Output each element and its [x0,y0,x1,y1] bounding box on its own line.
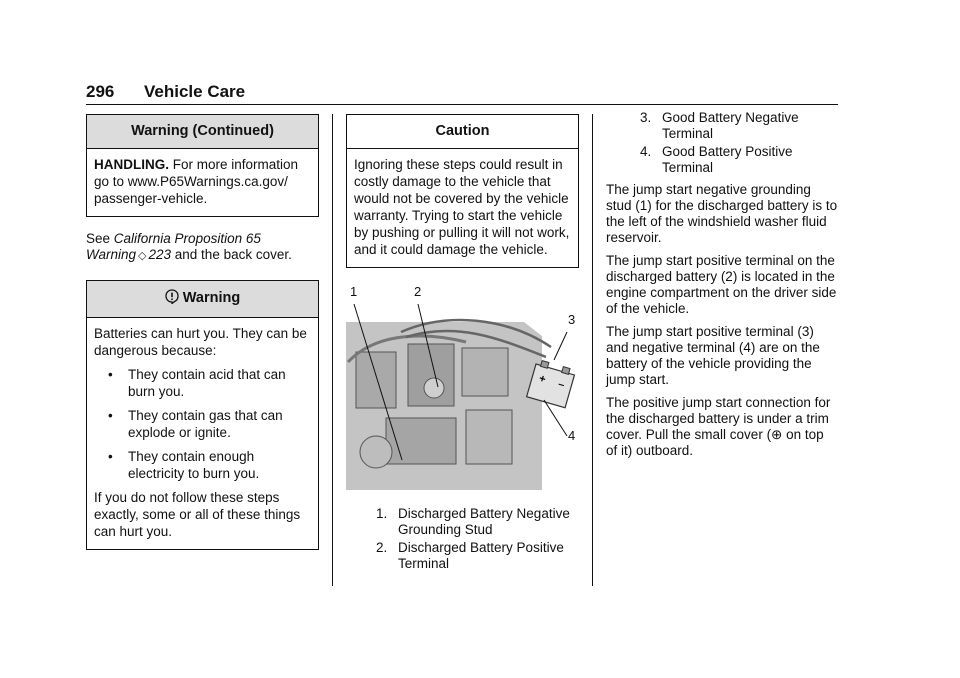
column-1 [86,114,319,550]
column-2 [346,114,579,574]
warning-bullet: • They contain acid that can burn you. [108,367,286,399]
list-item: 3. Good Battery Negative Terminal [640,110,799,141]
figure-legend-list-cont [606,110,838,176]
paragraph-positive-terminal: The jump start positive terminal on the discharged battery (2) is located in the engine compartment on the driver side of the vehicle. [606,253,837,316]
list-item: 2. Discharged Battery Positive Terminal [376,540,564,571]
prop65-link[interactable]: California Proposition 65 Warning [86,231,261,262]
figure-legend-list [346,506,579,572]
caution-box [346,114,579,268]
warning-icon [165,289,179,308]
warning-continued-text: HANDLING. For more information go to www.P65Warnings.ca.gov/ passenger-vehicle. [94,157,299,206]
page-ref-icon: ◇ [138,250,147,262]
warning-bullet: • They contain gas that can explode or ignite. [108,408,283,440]
column-divider-1 [332,114,333,586]
callout-2: 2 [414,284,422,299]
list-item: 4. Good Battery Positive Terminal [640,144,793,175]
callout-1: 1 [350,284,358,299]
warning-bullet: • They contain enough electricity to burn you. [108,449,260,481]
engine-compartment-figure [346,284,579,492]
column-divider-2 [592,114,593,586]
page-header [86,82,245,102]
header-rule [86,104,838,105]
svg-text:+: + [537,372,547,386]
warning-outro: If you do not follow these steps exactly, some or all of these things can hurt you. [94,490,301,539]
engine-illustration [346,292,579,492]
section-title: Vehicle Care [144,82,246,101]
paragraph-trim-cover: The positive jump start connection for the discharged battery is under a trim cover. Pull the small cover (⊕ on top of it) outboard. [606,395,831,458]
column-3 [606,110,838,466]
svg-text:–: – [556,378,566,392]
list-item: 1. Discharged Battery Negative Grounding Stud [376,506,570,537]
callout-3: 3 [568,312,576,327]
paragraph-grounding-stud: The jump start negative grounding stud (1) for the discharged battery is to the left of the windshield washer fluid reservoir. [606,182,838,245]
paragraph-good-battery: The jump start positive terminal (3) and negative terminal (4) are on the battery of the vehicle providing the jump start. [606,324,820,387]
caution-text: Ignoring these steps could result in costly damage to the vehicle that would not be covered by the vehicle warranty. Trying to start the vehicle by pushing or pulling it will not work, and it could damage the vehicle. [354,157,570,257]
page-number: 296 [86,82,115,101]
warning-continued-title: Warning (Continued) [87,115,318,149]
warning-intro: Batteries can hurt you. They can be dangerous because: [94,326,307,358]
see-reference: See California Proposition 65 Warning ◇ 223 and the back cover. [86,231,292,262]
callout-4: 4 [568,428,576,443]
warning-box [86,280,319,550]
handling-label: HANDLING. [94,157,169,172]
prop65-page[interactable]: 223 [148,247,172,262]
warning-title: Warning [87,281,318,318]
warning-continued-box [86,114,319,217]
caution-title: Caution [347,115,578,149]
